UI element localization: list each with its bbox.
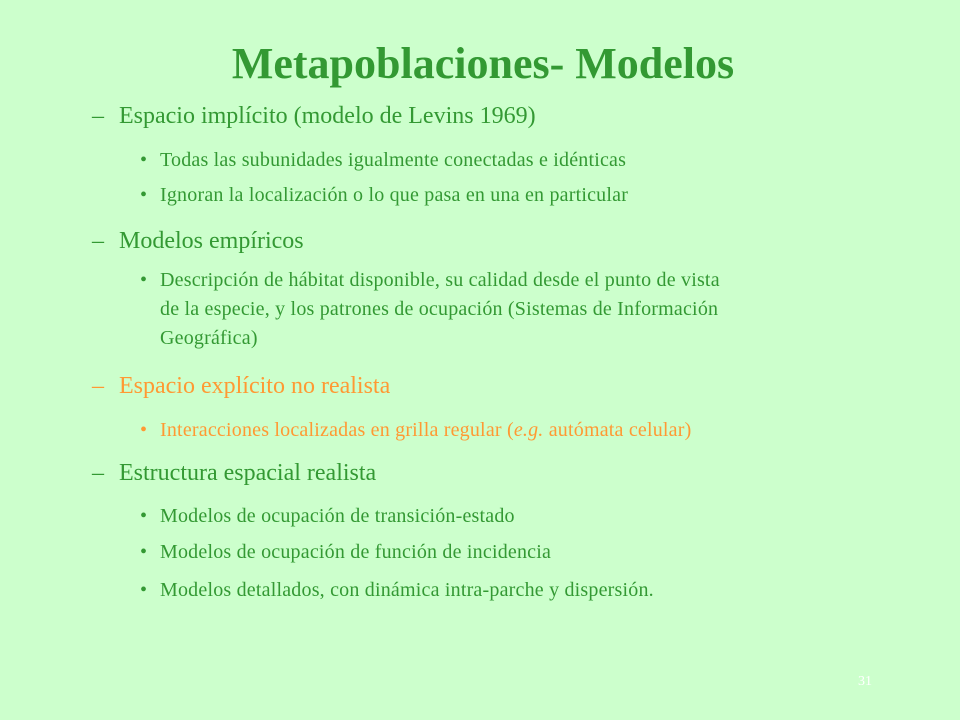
bullet-marker: • (140, 505, 148, 527)
bullet-item (140, 146, 740, 175)
section-heading-modelos-empiricos (92, 226, 304, 256)
bullet-text-italic: e.g. (513, 419, 544, 441)
section-heading-espacio-explicito (92, 371, 390, 401)
bullet-marker: • (140, 419, 148, 441)
section-heading-espacio-implicito (92, 101, 536, 131)
bullet-text-before: Interacciones localizadas en grilla regular ( (160, 419, 514, 441)
bullet-item (140, 502, 740, 531)
bullet-item (140, 181, 740, 210)
bullet-marker: • (140, 149, 148, 171)
section-heading-text: Estructura espacial realista (119, 460, 377, 486)
bullet-item (140, 576, 860, 605)
bullet-marker: • (140, 541, 148, 563)
bullet-text: Descripción de hábitat disponible, su calidad desde el punto de vista de la especie, y los patrones de ocupación (Sistemas de Información Geográfica) (160, 269, 720, 349)
dash-marker: – (92, 103, 104, 129)
section-heading-text: Modelos empíricos (119, 228, 304, 254)
bullet-text: Ignoran la localización o lo que pasa en una en particular (160, 184, 629, 206)
bullet-text: Modelos detallados, con dinámica intra-parche y dispersión. (160, 579, 654, 601)
dash-marker: – (92, 460, 104, 486)
bullet-marker: • (140, 184, 148, 206)
slide-title: Metapoblaciones- Modelos (231, 39, 735, 88)
bullet-marker: • (140, 269, 148, 291)
bullet-text: Todas las subunidades igualmente conectadas e idénticas (160, 149, 627, 171)
bullet-text-after: autómata celular) (543, 419, 692, 441)
bullet-item (140, 266, 740, 353)
section-heading-text: Espacio explícito no realista (119, 373, 391, 399)
page-number: 31 (858, 674, 872, 689)
section-heading-text: Espacio implícito (modelo de Levins 1969) (119, 103, 536, 129)
dash-marker: – (92, 373, 104, 399)
bullet-marker: • (140, 579, 148, 601)
dash-marker: – (92, 228, 104, 254)
bullet-text (160, 416, 860, 445)
section-heading-estructura-realista (92, 458, 376, 488)
bullet-text: Modelos de ocupación de función de incidencia (160, 541, 552, 563)
bullet-item (140, 538, 740, 567)
bullet-text: Modelos de ocupación de transición-estado (160, 505, 515, 527)
bullet-item (140, 416, 860, 445)
